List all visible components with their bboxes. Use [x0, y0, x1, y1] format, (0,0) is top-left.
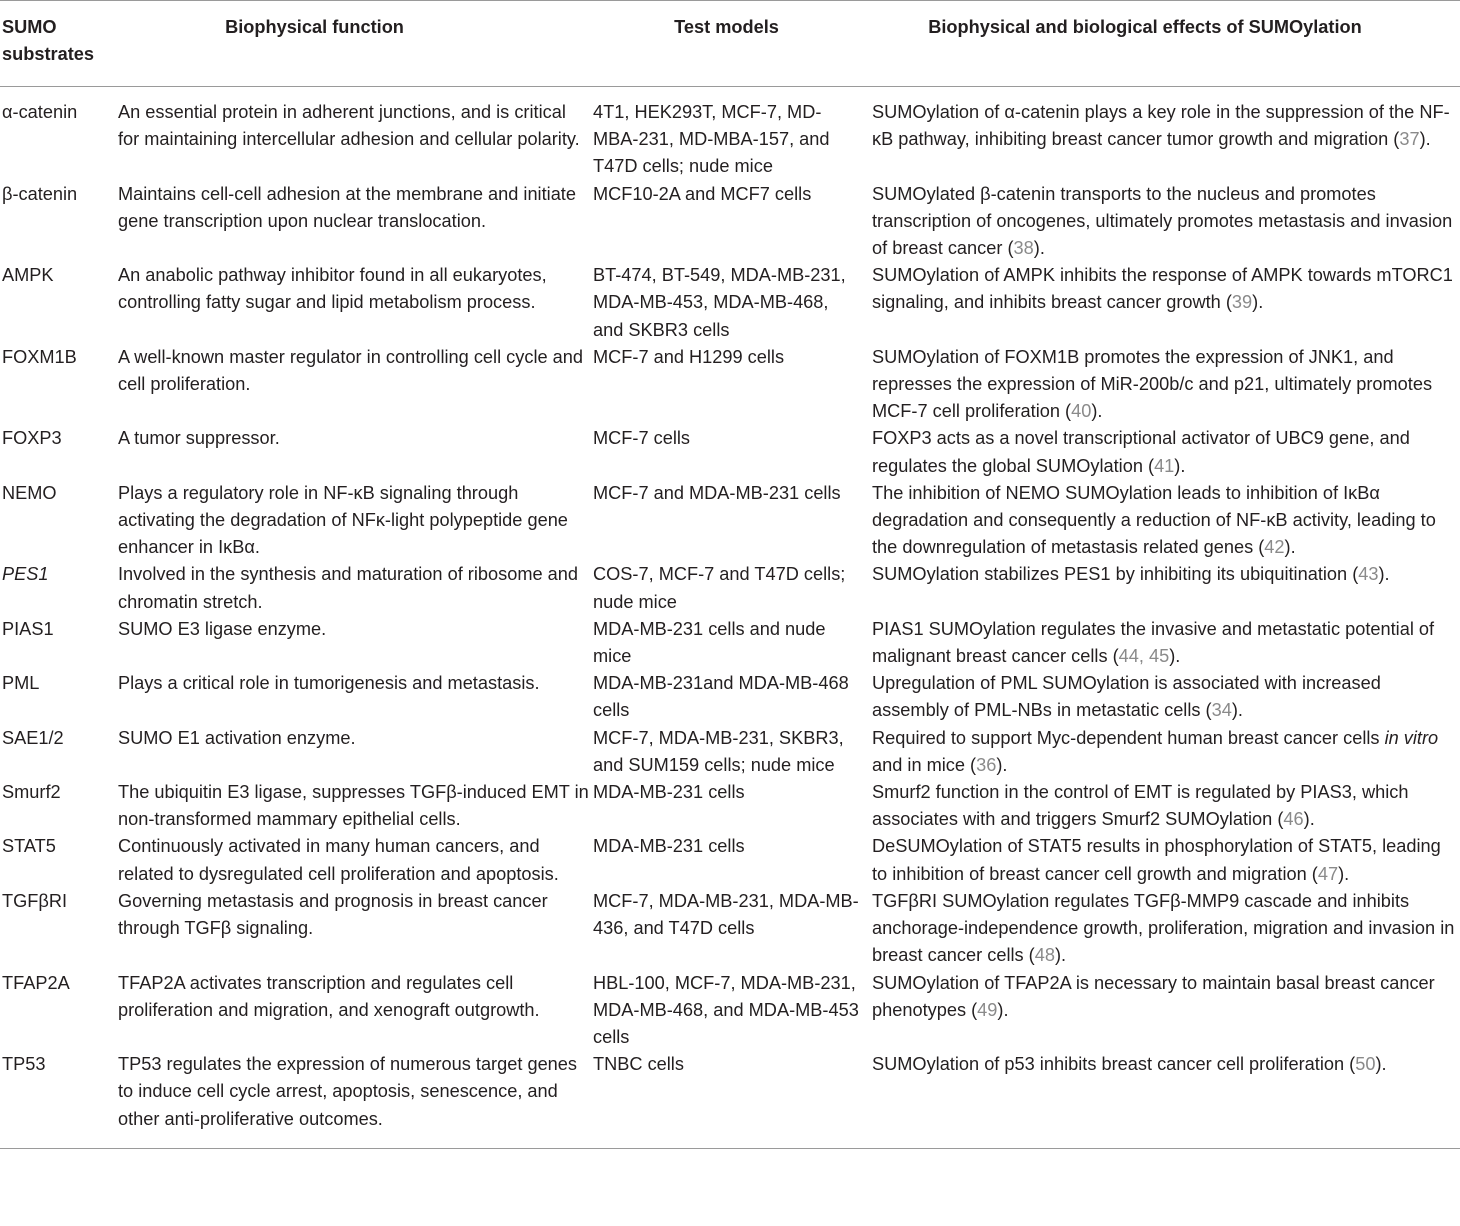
reference-link[interactable]: 36 [976, 754, 997, 775]
models-cell: MDA-MB-231 cells [593, 782, 745, 803]
table-header [0, 1, 1460, 87]
models-cell: MDA-MB-231 cells and nude mice [593, 618, 826, 667]
effect-tail: ). [1419, 129, 1431, 150]
substrate-cell: FOXP3 [2, 428, 62, 449]
effect-cell [870, 888, 1460, 970]
effect-cell [870, 561, 1460, 615]
effect-text: SUMOylation stabilizes PES1 by inhibiting its ubiquitination ( [872, 564, 1359, 585]
table-row [0, 480, 1460, 562]
function-cell: TFAP2A activates transcription and regulates cell proliferation and migration, and xenograft outgrowth. [118, 972, 540, 1020]
effect-tail: ). [1303, 809, 1315, 830]
models-cell: MCF-7 and MDA-MB-231 cells [593, 482, 841, 503]
function-cell: SUMO E3 ligase enzyme. [118, 618, 327, 639]
effect-text: SUMOylation of TFAP2A is necessary to maintain basal breast cancer phenotypes ( [872, 972, 1435, 1020]
table-row [0, 181, 1460, 263]
substrate-cell: PES1 [2, 564, 49, 585]
substrate-cell: AMPK [2, 265, 54, 286]
function-cell: An anabolic pathway inhibitor found in all eukaryotes, controlling fatty sugar and lipid metabolism process. [118, 265, 547, 313]
reference-link[interactable]: 44, 45 [1118, 646, 1170, 667]
header-substrate: SUMO substrates [2, 17, 94, 64]
models-cell: TNBC cells [593, 1054, 684, 1075]
models-cell: MCF-7, MDA-MB-231, SKBR3, and SUM159 cells; nude mice [593, 727, 844, 775]
table-body [0, 87, 1460, 1149]
effect-tail: ). [996, 754, 1008, 775]
header-row [0, 1, 1460, 87]
effect-cell [870, 779, 1460, 833]
effect-text: PIAS1 SUMOylation regulates the invasive and metastatic potential of malignant breast cancer cells ( [872, 618, 1435, 667]
reference-link[interactable]: 39 [1231, 292, 1253, 313]
table-row [0, 970, 1460, 1052]
table-row [0, 561, 1460, 615]
effect-text: SUMOylation of AMPK inhibits the response of AMPK towards mTORC1 signaling, and inhibits breast cancer growth ( [872, 265, 1453, 313]
substrate-cell: TFAP2A [2, 972, 70, 993]
substrate-cell: STAT5 [2, 836, 56, 857]
reference-link[interactable]: 42 [1264, 537, 1285, 558]
effect-text: Smurf2 function in the control of EMT is regulated by PIAS3, which associates with and triggers Smurf2 SUMOylation ( [872, 782, 1409, 830]
effect-text: DeSUMOylation of STAT5 results in phosphorylation of STAT5, leading to inhibition of breast cancer cell growth and migration ( [872, 836, 1441, 884]
header-effects: Biophysical and biological effects of SUMOylation [928, 17, 1362, 37]
function-cell: Involved in the synthesis and maturation of ribosome and chromatin stretch. [118, 564, 579, 612]
effect-cell [870, 670, 1460, 724]
reference-link[interactable]: 46 [1283, 809, 1304, 830]
effect-cell [870, 616, 1460, 670]
models-cell: MCF-7 and H1299 cells [593, 346, 785, 367]
header-function: Biophysical function [225, 17, 404, 37]
effect-cell [870, 181, 1460, 263]
table-row [0, 779, 1460, 833]
reference-link[interactable]: 49 [977, 999, 998, 1020]
models-cell: BT-474, BT-549, MDA-MB-231, MDA-MB-453, MDA-MB-468, and SKBR3 cells [593, 265, 846, 340]
models-cell: 4T1, HEK293T, MCF-7, MD-MBA-231, MD-MBA-157, and T47D cells; nude mice [593, 102, 830, 177]
effect-tail: ). [1174, 455, 1186, 476]
effect-cell [870, 425, 1460, 479]
substrate-cell: Smurf2 [2, 782, 61, 803]
effect-cell [870, 833, 1460, 887]
models-cell: HBL-100, MCF-7, MDA-MB-231, MDA-MB-468, and MDA-MB-453 cells [593, 972, 859, 1047]
effect-cell [870, 262, 1460, 344]
effect-cell [870, 725, 1460, 779]
effect-text: The inhibition of NEMO SUMOylation leads to inhibition of IκBα degradation and consequently a reduction of NF-κB activity, leading to the downregulation of metastasis related genes ( [872, 482, 1436, 558]
reference-link[interactable]: 41 [1154, 455, 1175, 476]
substrate-cell: PIAS1 [2, 618, 54, 639]
reference-link[interactable]: 48 [1034, 945, 1055, 966]
table-row [0, 616, 1460, 670]
effect-cell [870, 970, 1460, 1052]
reference-link[interactable]: 50 [1355, 1054, 1376, 1075]
effect-tail: ). [1375, 1054, 1387, 1075]
table-row [0, 725, 1460, 779]
effect-text: Required to support Myc-dependent human breast cancer cells [872, 727, 1385, 748]
reference-link[interactable]: 47 [1317, 863, 1339, 884]
function-cell: A tumor suppressor. [118, 428, 280, 449]
effect-text: SUMOylation of FOXM1B promotes the expression of JNK1, and represses the expression of MiR-200b/c and p21, ultimately promotes MCF-7 cell proliferation ( [872, 346, 1433, 422]
function-cell: SUMO E1 activation enzyme. [118, 727, 356, 748]
effect-tail: ). [1252, 292, 1264, 313]
function-cell: TP53 regulates the expression of numerous target genes to induce cell cycle arrest, apoptosis, senescence, and other anti-proliferative outcomes. [118, 1054, 578, 1129]
effect-tail: ). [1169, 646, 1181, 667]
function-cell: A well-known master regulator in controlling cell cycle and cell proliferation. [118, 346, 584, 395]
table-row [0, 425, 1460, 479]
effect-cell [870, 480, 1460, 562]
effect-tail: ). [1091, 401, 1103, 422]
reference-link[interactable]: 43 [1358, 564, 1379, 585]
effect-text: TGFβRI SUMOylation regulates TGFβ-MMP9 cascade and inhibits anchorage-independence growth, proliferation, migration and invasion in breast cancer cells ( [872, 890, 1455, 966]
function-cell: Maintains cell-cell adhesion at the membrane and initiate gene transcription upon nuclear translocation. [118, 183, 576, 231]
reference-link[interactable]: 40 [1071, 401, 1092, 422]
substrate-cell: PML [2, 673, 40, 694]
substrate-cell: TP53 [2, 1054, 46, 1075]
models-cell: MCF-7, MDA-MB-231, MDA-MB-436, and T47D cells [593, 890, 859, 939]
table-row [0, 1051, 1460, 1148]
effect-text: SUMOylation of p53 inhibits breast cancer cell proliferation ( [872, 1054, 1356, 1075]
models-cell: MCF-7 cells [593, 428, 691, 449]
effect-tail: ). [1054, 945, 1067, 966]
function-cell: Plays a critical role in tumorigenesis and metastasis. [118, 673, 540, 694]
function-cell: Governing metastasis and prognosis in breast cancer through TGFβ signaling. [118, 890, 548, 939]
models-cell: MDA-MB-231 cells [593, 836, 745, 857]
substrate-cell: TGFβRI [2, 890, 68, 911]
effect-cell [870, 87, 1460, 181]
table-row [0, 888, 1460, 970]
effect-tail: ). [1338, 863, 1350, 884]
effect-text: Upregulation of PML SUMOylation is associated with increased assembly of PML-NBs in metastatic cells ( [872, 673, 1381, 721]
effect-text: SUMOylated β-catenin transports to the nucleus and promotes transcription of oncogenes, ultimately promotes metastasis and invasion of breast cancer ( [872, 183, 1453, 259]
effect-mid-text: and in mice ( [872, 754, 977, 775]
header-models: Test models [674, 17, 779, 37]
effect-tail: ). [1378, 564, 1390, 585]
effect-cell [870, 1051, 1460, 1148]
substrate-cell: α-catenin [2, 102, 78, 122]
effect-text: SUMOylation of α-catenin plays a key role in the suppression of the NF-κB pathway, inhibiting breast cancer tumor growth and migration ( [872, 102, 1450, 150]
table-row [0, 670, 1460, 724]
table-row [0, 87, 1460, 181]
models-cell: MDA-MB-231and MDA-MB-468 cells [593, 673, 849, 721]
models-cell: MCF10-2A and MCF7 cells [593, 183, 812, 204]
table-row [0, 344, 1460, 426]
effect-text: FOXP3 acts as a novel transcriptional activator of UBC9 gene, and regulates the global SUMOylation ( [872, 428, 1410, 476]
reference-link[interactable]: 37 [1399, 129, 1420, 150]
effect-tail: ). [1033, 238, 1045, 259]
substrate-cell: FOXM1B [2, 346, 77, 367]
effect-tail: ). [1231, 700, 1243, 721]
function-cell: Plays a regulatory role in NF-κB signaling through activating the degradation of NFκ-light polypeptide gene enhancer in IκBα. [118, 482, 568, 558]
effect-cell [870, 344, 1460, 426]
effect-italic-text: in vitro [1384, 727, 1439, 748]
function-cell: An essential protein in adherent junctions, and is critical for maintaining intercellular adhesion and cellular polarity. [118, 102, 580, 150]
effect-tail: ). [1284, 537, 1296, 558]
reference-link[interactable]: 38 [1013, 238, 1034, 259]
models-cell: COS-7, MCF-7 and T47D cells; nude mice [593, 564, 846, 612]
function-cell: Continuously activated in many human cancers, and related to dysregulated cell proliferation and apoptosis. [118, 836, 559, 884]
reference-link[interactable]: 34 [1211, 700, 1232, 721]
effect-tail: ). [997, 999, 1009, 1020]
table-row [0, 262, 1460, 344]
function-cell: The ubiquitin E3 ligase, suppresses TGFβ-induced EMT in non-transformed mammary epithelial cells. [118, 782, 589, 830]
substrate-cell: NEMO [2, 482, 57, 503]
substrate-cell: β-catenin [2, 183, 78, 204]
substrate-cell: SAE1/2 [2, 727, 64, 748]
table-row [0, 833, 1460, 887]
